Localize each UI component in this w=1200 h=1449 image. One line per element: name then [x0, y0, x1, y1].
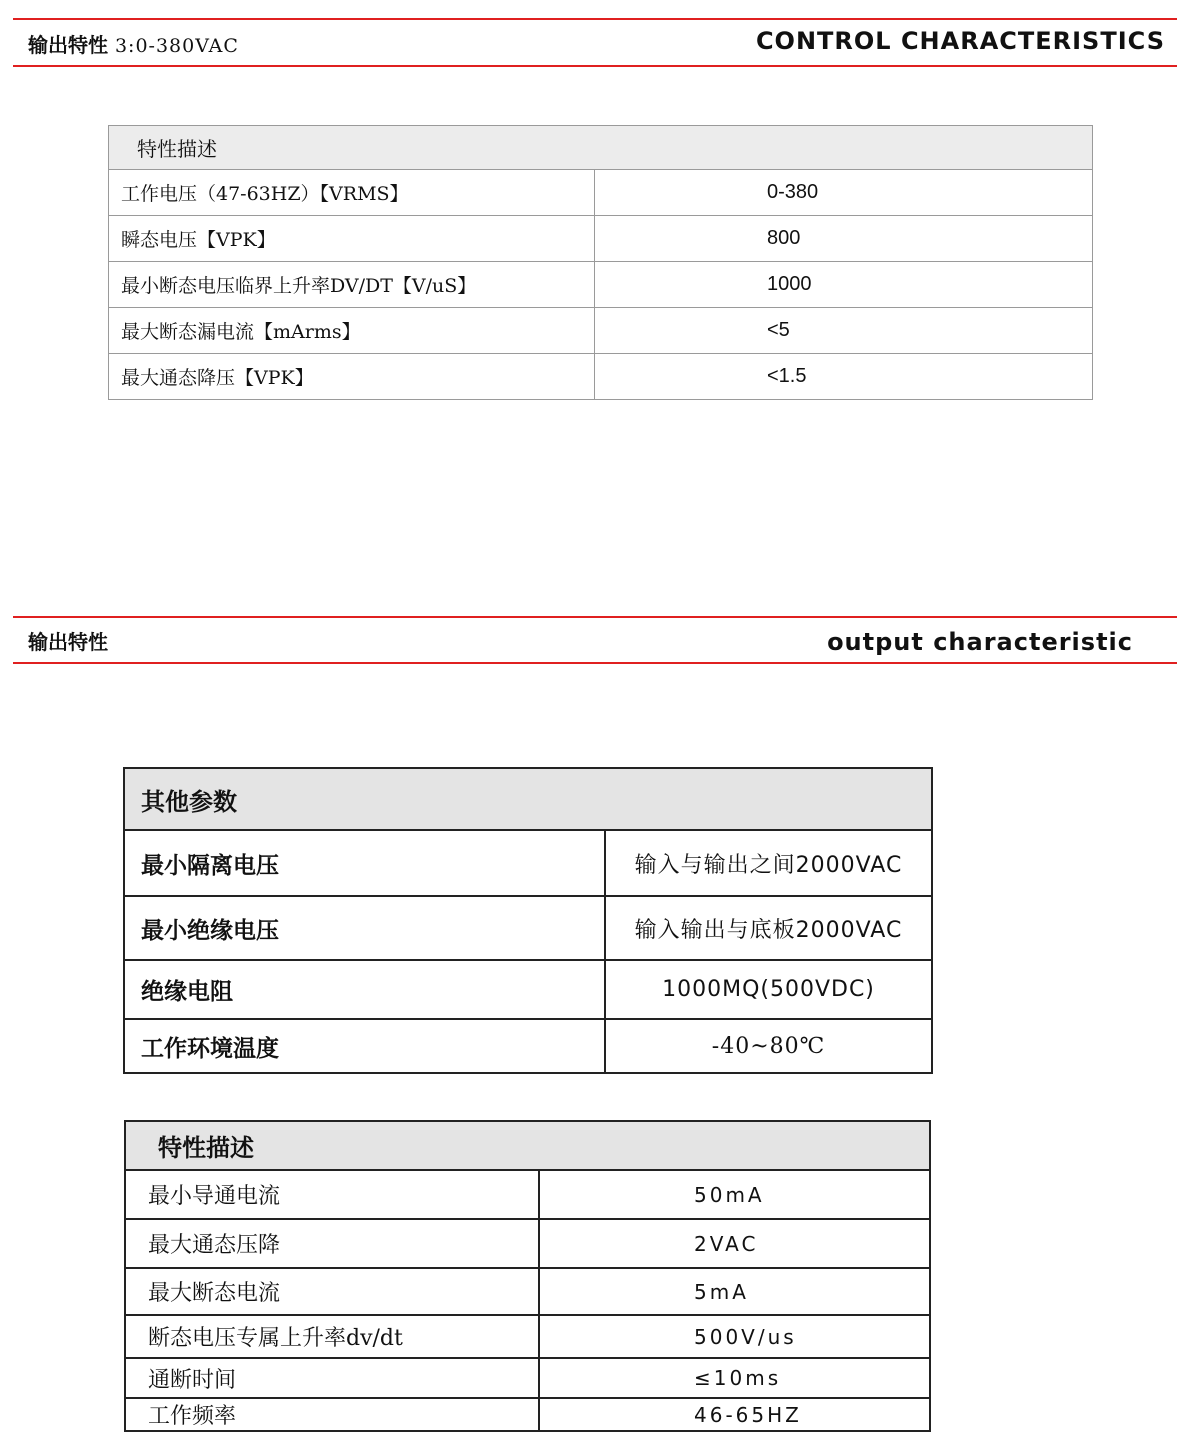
- table-row: [125, 1315, 930, 1358]
- row-value: 0-380: [595, 170, 1093, 216]
- control-characteristics-table: [108, 125, 1093, 400]
- section1-top-rule: [13, 18, 1177, 20]
- row-value: ≤10ms: [539, 1358, 930, 1398]
- table-header: 特性描述: [125, 1121, 930, 1170]
- row-label: 最小隔离电压: [124, 830, 605, 896]
- row-value: 输入输出与底板2000VAC: [605, 896, 932, 960]
- row-value: 1000MQ(500VDC): [605, 960, 932, 1019]
- section1-bottom-rule: [13, 65, 1177, 67]
- table-row: [124, 896, 932, 960]
- row-value: 500V/us: [539, 1315, 930, 1358]
- row-label: 工作电压（47-63HZ）【VRMS】: [109, 170, 595, 216]
- row-label: 最小绝缘电压: [124, 896, 605, 960]
- row-label: 最大断态漏电流【mArms】: [109, 308, 595, 354]
- row-label: 最小断态电压临界上升率DV/DT【V/uS】: [109, 262, 595, 308]
- table-header: 特性描述: [109, 126, 1093, 170]
- section2-bottom-rule: [13, 662, 1177, 664]
- table-row: [109, 170, 1093, 216]
- table-header-row: [124, 768, 932, 830]
- section1-title-en: CONTROL CHARACTERISTICS: [755, 27, 1165, 55]
- table-row: [125, 1358, 930, 1398]
- row-label: 断态电压专属上升率dv/dt: [125, 1315, 539, 1358]
- section2-title: 输出特性: [28, 630, 108, 654]
- table-row: [125, 1398, 930, 1431]
- table-row: [124, 960, 932, 1019]
- row-value: 2VAC: [539, 1219, 930, 1268]
- row-label: 绝缘电阻: [124, 960, 605, 1019]
- table-row: [109, 216, 1093, 262]
- row-value: <1.5: [595, 354, 1093, 400]
- row-label: 最大断态电流: [125, 1268, 539, 1315]
- table-header-row: [125, 1121, 930, 1170]
- table-row: [125, 1268, 930, 1315]
- output-characteristics-table: [124, 1120, 931, 1432]
- row-value: 46-65HZ: [539, 1398, 930, 1431]
- table-header: 其他参数: [124, 768, 932, 830]
- section1-title-sub: 3:0-380VAC: [114, 35, 239, 57]
- row-value: 5mA: [539, 1268, 930, 1315]
- row-value: 输入与输出之间2000VAC: [605, 830, 932, 896]
- other-parameters-table: [123, 767, 933, 1074]
- row-label: 通断时间: [125, 1358, 539, 1398]
- section1-title: [28, 29, 239, 58]
- row-value: 800: [595, 216, 1093, 262]
- row-value: 50mA: [539, 1170, 930, 1219]
- table-row: [124, 1019, 932, 1073]
- section2-title-en: output characteristic: [827, 628, 1133, 656]
- table-row: [109, 308, 1093, 354]
- table-row: [109, 354, 1093, 400]
- row-label: 瞬态电压【VPK】: [109, 216, 595, 262]
- row-label: 最大通态压降: [125, 1219, 539, 1268]
- row-value: <5: [595, 308, 1093, 354]
- table-header-row: [109, 126, 1093, 170]
- table-row: [125, 1219, 930, 1268]
- table-row: [125, 1170, 930, 1219]
- row-label: 最大通态降压【VPK】: [109, 354, 595, 400]
- section1-title-zh: 输出特性: [28, 33, 108, 57]
- row-label: 工作频率: [125, 1398, 539, 1431]
- row-value: -40~80℃: [605, 1019, 932, 1073]
- row-value: 1000: [595, 262, 1093, 308]
- row-label: 工作环境温度: [124, 1019, 605, 1073]
- row-label: 最小导通电流: [125, 1170, 539, 1219]
- section2-top-rule: [13, 616, 1177, 618]
- table-row: [124, 830, 932, 896]
- table-row: [109, 262, 1093, 308]
